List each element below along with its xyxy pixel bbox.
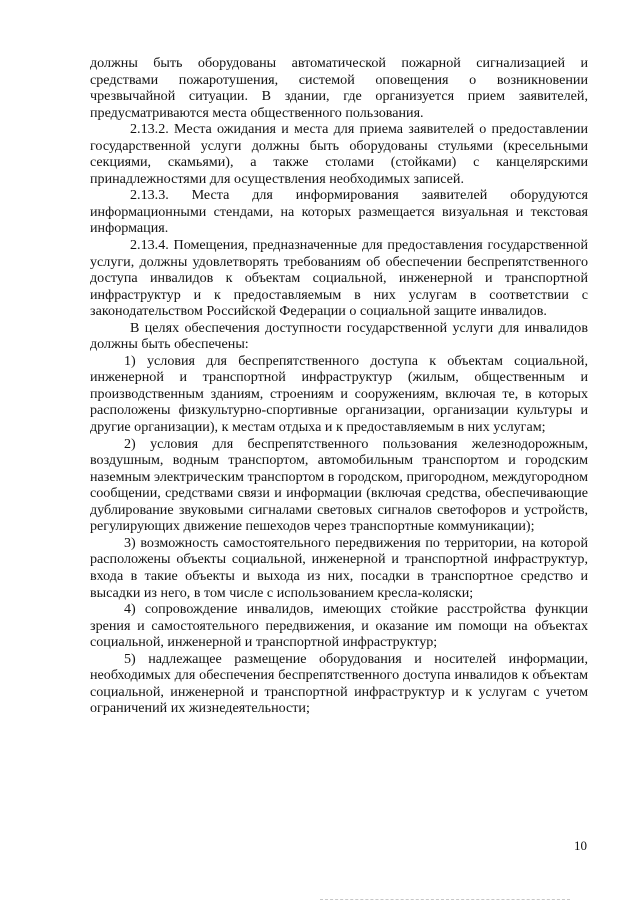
body-text <box>90 55 588 717</box>
paragraph-2-13-4: 2.13.4. Помещения, предназначенные для предоставления государственной услуги, должны удовлетворять требованиям об обеспечении беспрепятственного доступа инвалидов к объектам социальной, инженерной и транспортной инфраструктур и к предоставляемым в них услугам в соответствии с законодательством Российской Федерации о социальной защите инвалидов. <box>90 237 588 320</box>
paragraph-2-13-3: 2.13.3. Места для информирования заявителей оборудуются информационными стендами, на которых размещается визуальная и текстовая информация. <box>90 187 588 237</box>
list-item-2: 2) условия для беспрепятственного пользования железнодорожным, воздушным, водным транспортом, автомобильным транспортом и городским наземным электрическим транспортом в городском, пригородном, междугородном сообщении, средствами связи и информации (включая средства, обеспечивающие дублирование звуковыми сигналами световых сигналов светофоров и устройств, регулирующих движение пешеходов через транспортные коммуникации); <box>90 435 588 535</box>
list-item-3: 3) возможность самостоятельного передвижения по территории, на которой расположены объекты социальной, инженерной и транспортной инфраструктур, входа в такие объекты и выхода из них, посадки в транспортное средство и высадки из него, в том числе с использованием кресла-коляски; <box>90 534 588 601</box>
list-item-4: 4) сопровождение инвалидов, имеющих стойкие расстройства функции зрения и самостоятельного передвижения, и оказание им помощи на объектах социальной, инженерной и транспортной инфраструктур; <box>90 601 588 651</box>
list-item-5: 5) надлежащее размещение оборудования и носителей информации, необходимых для обеспечения беспрепятственного доступа инвалидов к объектам социальной, инженерной и транспортной инфраструктур и к услугам с учетом ограничений их жизнедеятельности; <box>90 650 588 717</box>
paragraph-2-13-2: 2.13.2. Места ожидания и места для приема заявителей о предоставлении государственной услуги должны быть оборудованы стульями (кресельными секциями, скамьями), а также столами (стойками) с канцелярскими принадлежностями для осуществления необходимых записей. <box>90 121 588 187</box>
page-number: 10 <box>574 838 587 853</box>
paragraph-accessibility-intro: В целях обеспечения доступности государственной услуги для инвалидов должны быть обеспечены: <box>90 319 588 353</box>
paragraph-continuation: должны быть оборудованы автоматической пожарной сигнализацией и средствами пожаротушения, системой оповещения о возникновении чрезвычайной ситуации. В здании, где организуется прием заявителей, предусматриваются места общественного пользования. <box>90 55 588 121</box>
list-item-1: 1) условия для беспрепятственного доступа к объектам социальной, инженерной и транспортной инфраструктур (жилым, общественным и производственным зданиям, строениям и сооружениям, включая те, в которых расположены физкультурно-спортивные организации, организации культуры и другие организации), к местам отдыха и к предоставляемым в них услугам; <box>90 352 588 436</box>
scan-edge-line <box>320 899 570 901</box>
